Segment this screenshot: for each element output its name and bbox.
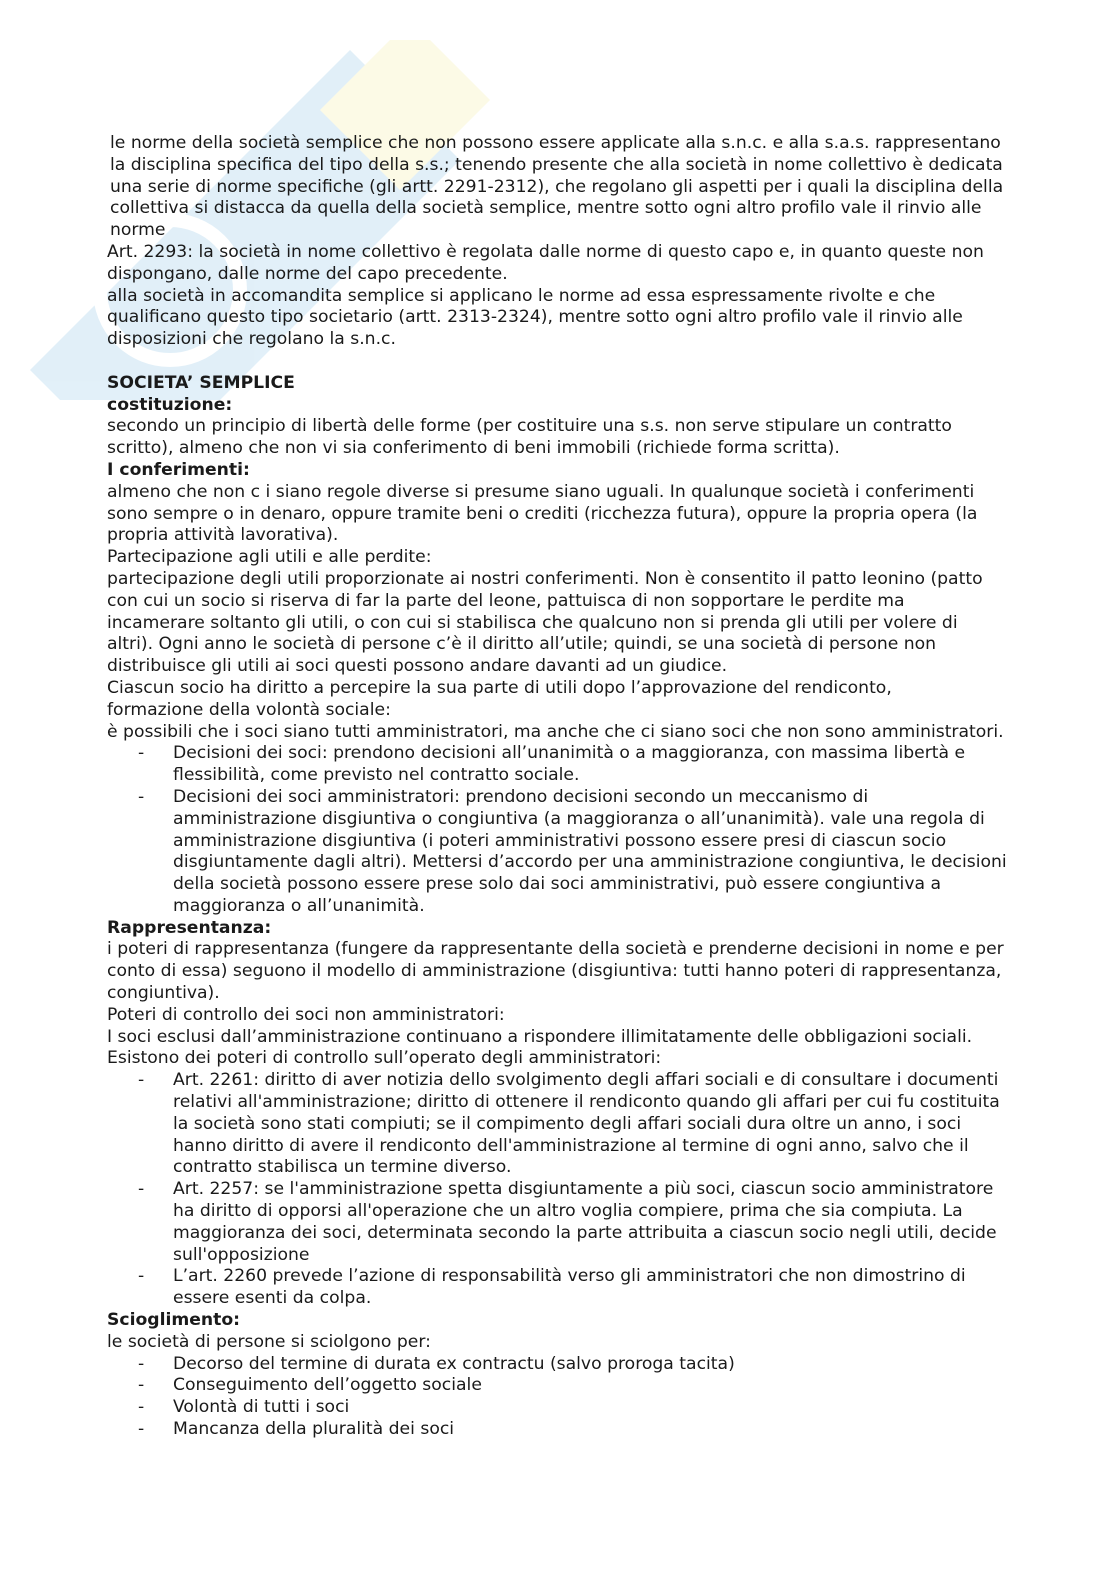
volonta-list: [107, 743, 1007, 917]
list-item: - Decisioni dei soci: prendono decisioni all’unanimità o a maggioranza, con massima libertà e flessibilità, come previsto nel contratto sociale.: [173, 743, 1007, 787]
scioglimento-text: le società di persone si sciolgono per:: [107, 1331, 431, 1352]
costituzione-heading: costituzione:: [107, 394, 233, 415]
list-item: - Art. 2257: se l'amministrazione spetta disgiuntamente a più soci, ciascun socio amministratore ha diritto di opporsi all'operazione che un altro voglia compiere, prima che sia compiuta. La maggioranza dei soci, determinata secondo la parte attribuita a ciascun socio negli utili, decide sull'opposizione: [173, 1179, 1007, 1266]
partecipazione-heading: Partecipazione agli utili e alle perdite:: [107, 547, 432, 568]
list-item: - Conseguimento dell’oggetto sociale: [173, 1375, 1007, 1397]
section-title: SOCIETA’ SEMPLICE: [107, 372, 295, 393]
intro-paragraph-1: le norme della società semplice che non possono essere applicate alla s.n.c. e alla s.a.s. rappresentano la disciplina specifica del tipo della s.s.; tenendo presente che alla società in nome collettivo è dedicata una serie di norme specifiche (gli artt. 2291-2312), che regolano gli aspetti per i quali la disciplina della collettiva si distacca da quella della società semplice, mentre sotto ogni altro profilo vale il rinvio alle norme: [110, 133, 1004, 241]
controllo-text: I soci esclusi dall’amministrazione continuano a rispondere illimitatamente delle obbligazioni sociali. Esistono dei poteri di controllo sull’operato degli amministratori:: [107, 1026, 973, 1069]
list-item: - Decorso del termine di durata ex contractu (salvo proroga tacita): [173, 1354, 1007, 1376]
spacer: [107, 351, 1007, 373]
list-item: - Art. 2261: diritto di aver notizia dello svolgimento degli affari sociali e di consultare i documenti relativi all'amministrazione; diritto di ottenere il rendiconto quando gli affari per cui fu costituita la società sono stati compiuti; se il compimento degli affari sociali dura oltre un anno, i soci hanno diritto di avere il rendiconto dell'amministrazione al termine di ogni anno, salvo che il contratto stabilisca un termine diverso.: [173, 1070, 1007, 1179]
list-item: - Decisioni dei soci amministratori: prendono decisioni secondo un meccanismo di amministrazione disgiuntiva o congiuntiva (a maggioranza o all’unanimità). vale una regola di amministrazione disgiuntiva (i poteri amministrativi possono essere presi di ciascun socio disgiuntamente dagli altri). Mettersi d’accordo per una amministrazione congiuntiva, le decisioni della società possono essere prese solo dai soci amministrativi, può essere congiuntiva a maggioranza o all’unanimità.: [173, 787, 1007, 918]
scioglimento-heading: Scioglimento:: [107, 1310, 241, 1331]
controllo-heading: Poteri di controllo dei soci non amministratori:: [107, 1004, 505, 1025]
list-item: - L’art. 2260 prevede l’azione di responsabilità verso gli amministratori che non dimostrino di essere esenti da colpa.: [173, 1266, 1007, 1310]
partecipazione-text: partecipazione degli utili proporzionate ai nostri conferimenti. Non è consentito il patto leonino (patto con cui un socio si riserva di far la parte del leone, pattuisca di non sopportare le perdite ma incamerare soltanto gli utili, o con cui si stabilisca che qualcuno non si prenda gli utili per volere di altri). Ogni anno le società di persone c’è il diritto all’utile; quindi, se una società di persone non distribuisce gli utili ai soci questi possono andare davanti ad un giudice.: [107, 568, 983, 677]
rappresentanza-text: i poteri di rappresentanza (fungere da rappresentante della società e prenderne decisioni in nome e per conto di essa) seguono il modello di amministrazione (disgiuntiva: tutti hanno poteri di rappresentanza, congiuntiva).: [107, 939, 1004, 1004]
conferimenti-heading: I conferimenti:: [107, 459, 250, 480]
intro-paragraph-3: alla società in accomandita semplice si applicano le norme ad essa espressamente rivolte e che qualificano questo tipo societario (artt. 2313-2324), mentre sotto ogni altro profilo vale il rinvio alle disposizioni che regolano la s.n.c.: [107, 285, 963, 350]
intro-paragraph-2: Art. 2293: la società in nome collettivo è regolata dalle norme di questo capo e, in quanto queste non dispongano, dalle norme del capo precedente.: [107, 241, 984, 284]
scioglimento-list: [107, 1354, 1007, 1441]
list-item: - Volontà di tutti i soci: [173, 1397, 1007, 1419]
controllo-list: [107, 1070, 1007, 1310]
volonta-heading: formazione della volontà sociale:: [107, 699, 391, 720]
document-page: [107, 133, 1007, 1441]
volonta-text: è possibili che i soci siano tutti amministratori, ma anche che ci siano soci che non sono amministratori.: [107, 721, 1004, 742]
list-item: - Mancanza della pluralità dei soci: [173, 1419, 1007, 1441]
conferimenti-text: almeno che non c i siano regole diverse si presume siano uguali. In qualunque società i conferimenti sono sempre o in denaro, oppure tramite beni o crediti (ricchezza futura), oppure la propria opera (la propria attività lavorativa).: [107, 481, 978, 546]
costituzione-text: secondo un principio di libertà delle forme (per costituire una s.s. non serve stipulare un contratto scritto), almeno che non vi sia conferimento di beni immobili (richiede forma scritta).: [107, 416, 952, 459]
rappresentanza-heading: Rappresentanza:: [107, 917, 272, 938]
ciascun-socio-text: Ciascun socio ha diritto a percepire la sua parte di utili dopo l’approvazione del rendiconto,: [107, 677, 892, 698]
